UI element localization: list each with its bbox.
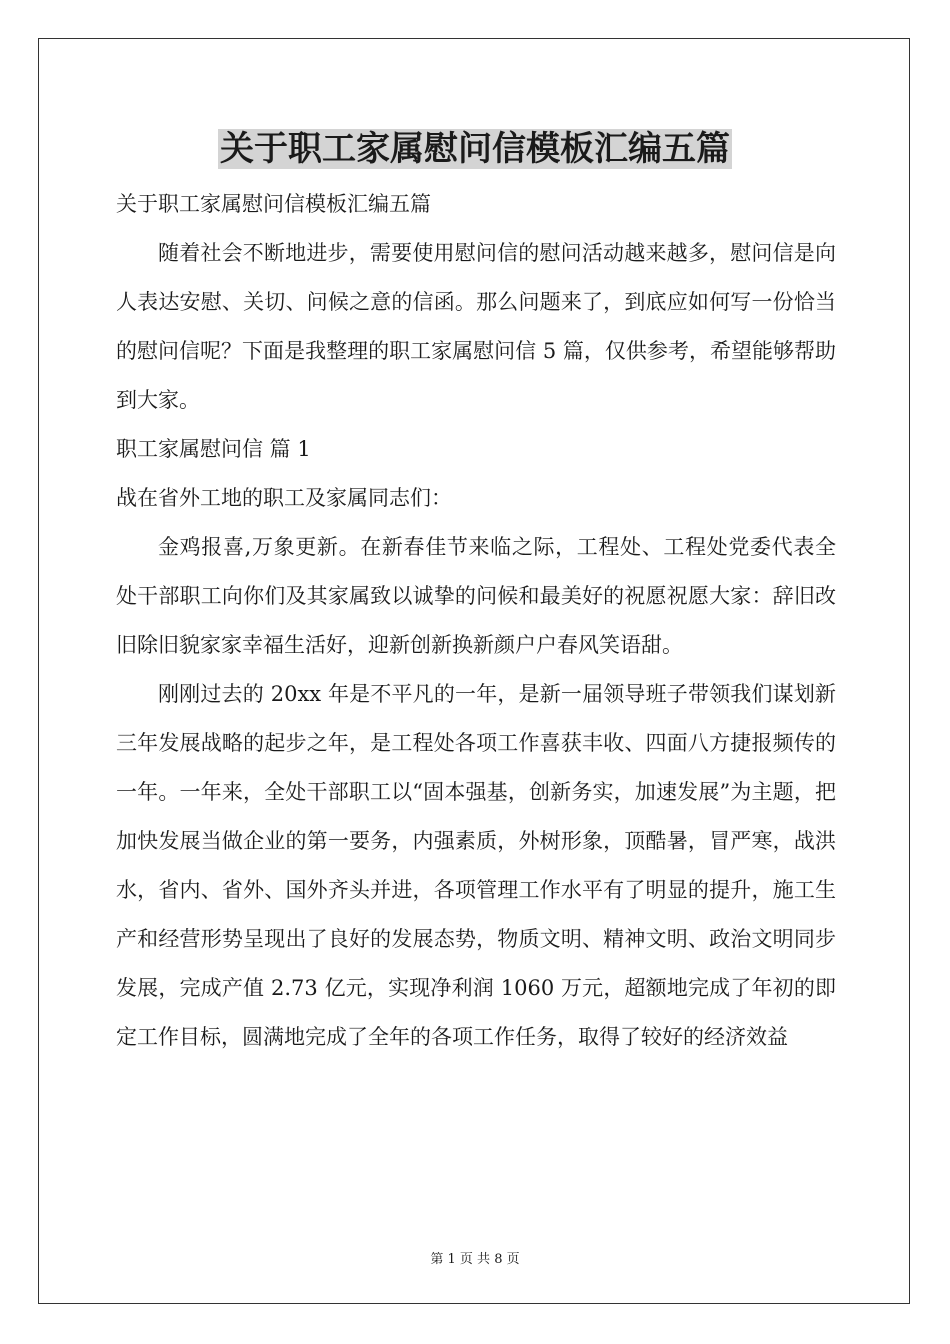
document-title-text: 关于职工家属慰问信模板汇编五篇	[220, 129, 730, 169]
body-paragraph-2: 刚刚过去的 20xx 年是不平凡的一年，是新一届领导班子带领我们谋划新三年发展战略的起步之年，是工程处各项工作喜获丰收、四面八方捷报频传的一年。一年来，全处干部职工以“固本强基，创新务实，加速发展”为主题，把加快发展当做企业的第一要务，内强素质，外树形象，顶酷暑，冒严寒，战洪水，省内、省外、国外齐头并进，各项管理工作水平有了明显的提升，施工生产和经营形势呈现出了良好的发展态势，物质文明、精神文明、政治文明同步发展，完成产值 2.73 亿元，实现净利润 1060 万元，超额地完成了年初的即定工作目标，圆满地完成了全年的各项工作任务，取得了较好的经济效益	[116, 682, 836, 1049]
intro-paragraph: 随着社会不断地进步，需要使用慰问信的慰问活动越来越多，慰问信是向人表达安慰、关切、问候之意的信函。那么问题来了，到底应如何写一份恰当的慰问信呢？下面是我整理的职工家属慰问信 5 篇，仅供参考，希望能够帮助到大家。	[116, 241, 836, 412]
document-body	[116, 180, 836, 1062]
section-heading: 职工家属慰问信 篇 1	[116, 437, 311, 461]
document-subtitle: 关于职工家属慰问信模板汇编五篇	[116, 192, 431, 216]
page-footer: 第 1 页 共 8 页	[430, 1252, 520, 1267]
salutation: 战在省外工地的职工及家属同志们：	[116, 486, 452, 510]
body-paragraph-1: 金鸡报喜,万象更新。在新春佳节来临之际，工程处、工程处党委代表全处干部职工向你们及其家属致以诚挚的问候和最美好的祝愿祝愿大家：辞旧改旧除旧貌家家幸福生活好，迎新创新换新颜户户春风笑语甜。	[116, 535, 836, 657]
document-title	[0, 126, 950, 172]
